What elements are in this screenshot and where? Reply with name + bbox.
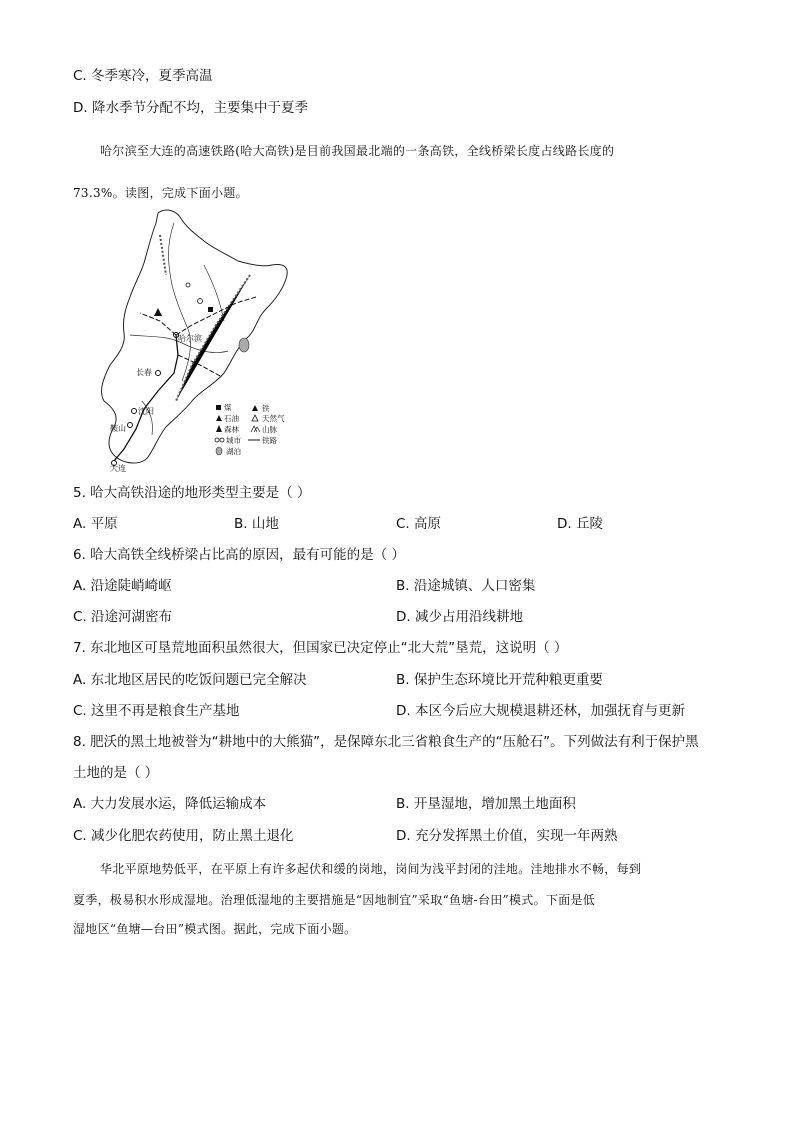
passage2-line1: 华北平原地势低平，在平原上有许多起伏和缓的岗地，岗间为浅平封闭的洼地。洼地排水不畅，每到 <box>100 862 642 876</box>
coal-icon <box>216 405 221 410</box>
question-8-line2: 土地的是（ ） <box>73 765 159 781</box>
city-label-shenyang: 沈阳 <box>138 407 154 416</box>
passage2-line2: 夏季，极易积水形成湿地。治理低湿地的主要措施是“因地制宜”采取“鱼塘-台田”模式。下面是低 <box>73 893 596 907</box>
q7-option-d[interactable]: D. 本区今后应大规模退耕还林，加强抚育与更新 <box>396 703 685 719</box>
city-label-dalian: 大连 <box>110 464 126 473</box>
city-label-harbin: 哈尔滨 <box>178 334 202 343</box>
q6-option-a[interactable]: A. 沿途陡峭崎岖 <box>73 578 172 594</box>
mountain-icon <box>251 426 260 432</box>
forest-icon <box>216 425 222 432</box>
q5-option-d[interactable]: D. 丘陵 <box>557 516 603 532</box>
legend-lake-label: 湖泊 <box>226 447 241 456</box>
legend-gas-label: 天然气 <box>262 414 285 423</box>
gas-icon <box>252 415 258 421</box>
q7-option-c[interactable]: C. 这里不再是粮食生产基地 <box>73 703 240 719</box>
q6-option-b[interactable]: B. 沿途城镇、人口密集 <box>396 578 536 594</box>
legend-iron-label: 铁 <box>262 404 270 413</box>
q8-option-d[interactable]: D. 充分发挥黑土价值，实现一年两熟 <box>396 828 618 844</box>
question-7: 7. 东北地区可垦荒地面积虽然很大，但国家已决定停止“北大荒”垦荒，这说明（ ） <box>73 640 568 656</box>
city-label-changchun: 长春 <box>136 368 152 377</box>
q5-option-a[interactable]: A. 平原 <box>73 516 118 532</box>
q8-option-b[interactable]: B. 开垦湿地，增加黑土地面积 <box>396 796 576 812</box>
legend-coal-label: 煤 <box>224 403 232 412</box>
legend-forest-label: 森林 <box>224 425 239 434</box>
legend-city-label: 城市 <box>226 436 241 445</box>
q4-option-d: D. 降水季节分配不均，主要集中于夏季 <box>73 100 308 116</box>
northeast-railway-map <box>96 205 296 475</box>
legend-oil-label: 石油 <box>224 414 239 423</box>
q4-option-c: C. 冬季寒冷，夏季高温 <box>73 68 213 84</box>
legend-railway-label: 铁路 <box>262 436 277 445</box>
map-legend <box>215 402 285 456</box>
question-5: 5. 哈大高铁沿途的地形类型主要是（ ） <box>73 485 311 501</box>
iron-icon <box>252 405 258 411</box>
lake-icon <box>216 447 222 455</box>
q7-option-b[interactable]: B. 保护生态环境比开荒种粮更重要 <box>396 672 603 688</box>
q5-option-b[interactable]: B. 山地 <box>234 516 279 532</box>
question-8-line1: 8. 肥沃的黑土地被誉为“耕地中的大熊猫”，是保障东北三省粮食生产的“压舱石”。下列做法有利于保护黑 <box>73 734 699 750</box>
oil-icon <box>216 415 222 421</box>
q7-option-a[interactable]: A. 东北地区居民的吃饭问题已完全解决 <box>73 672 307 688</box>
legend-mountain-label: 山脉 <box>262 425 277 434</box>
passage2-line3: 湿地区“鱼塘—台田”模式图。据此，完成下面小题。 <box>73 922 357 936</box>
q8-option-a[interactable]: A. 大力发展水运，降低运输成本 <box>73 796 267 812</box>
q5-option-c[interactable]: C. 高原 <box>396 516 442 532</box>
city-label-anshan: 鞍山 <box>110 424 126 433</box>
q8-option-c[interactable]: C. 减少化肥农药使用，防止黑土退化 <box>73 828 294 844</box>
city-icon <box>215 438 219 442</box>
q6-option-c[interactable]: C. 沿途河湖密布 <box>73 609 173 625</box>
passage1-line1: 哈尔滨至大连的高速铁路(哈大高铁)是目前我国最北端的一条高铁，全线桥梁长度占线路长度的 <box>100 144 615 158</box>
question-6: 6. 哈大高铁全线桥梁占比高的原因，最有可能的是（ ） <box>73 547 405 563</box>
passage1-line2: 73.3%。读图，完成下面小题。 <box>73 186 248 200</box>
q6-option-d[interactable]: D. 减少占用沿线耕地 <box>396 609 523 625</box>
